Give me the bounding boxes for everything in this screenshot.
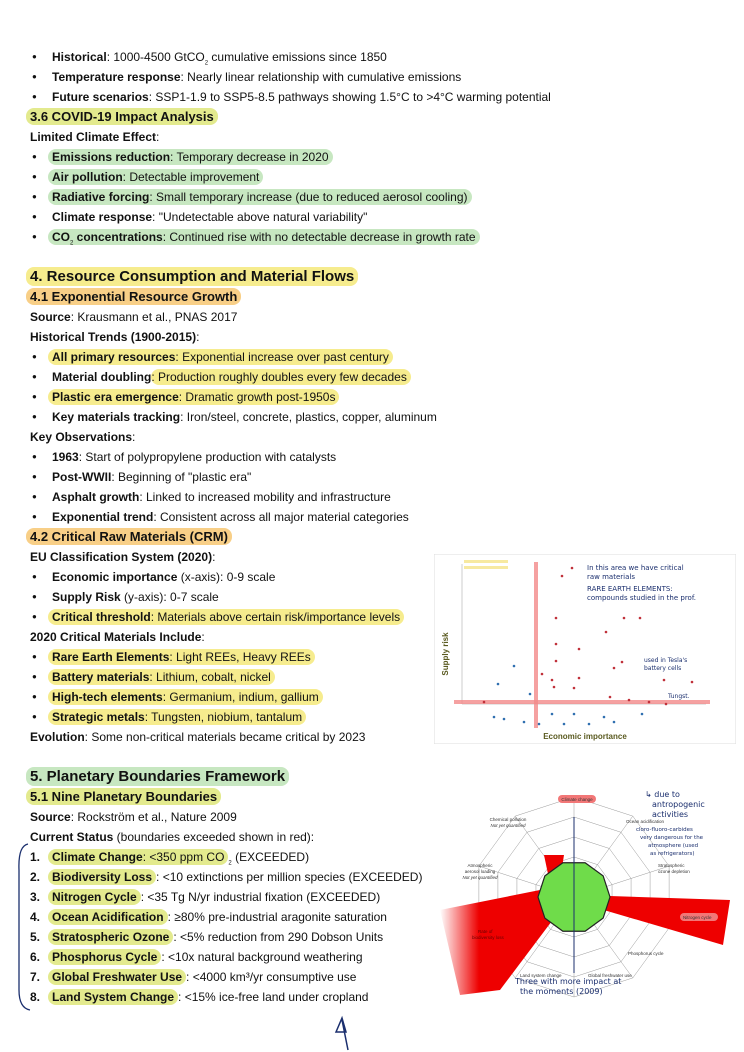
handwritten-note: as refrigerators): [650, 851, 695, 857]
section-heading-4-2: 4.2 Critical Raw Materials (CRM): [30, 527, 590, 547]
risk-threshold-line: [454, 700, 710, 704]
handwritten-note: RARE EARTH ELEMENTS:: [587, 585, 673, 593]
axis-label: Ocean acidification: [625, 819, 665, 824]
axis-label: Atmospheric: [467, 863, 493, 868]
axis-label: biodiversity loss: [472, 935, 504, 940]
material-point: [571, 567, 574, 570]
list-item: ● Asphalt growth: Linked to increased mobility and infrastructure: [30, 487, 590, 507]
material-point: [513, 665, 516, 668]
label: 2020 Critical Materials Include:: [30, 630, 205, 644]
label: Historical Trends (1900-2015):: [30, 330, 200, 344]
material-point: [605, 631, 608, 634]
axis-label: Climate change: [561, 797, 593, 802]
section-heading-4-1: 4.1 Exponential Resource Growth: [30, 287, 590, 307]
list-item: ● Post-WWII: Beginning of "plastic era": [30, 467, 590, 487]
material-point: [563, 723, 566, 726]
handwritten-note: compounds studied in the prof.: [587, 594, 697, 602]
axis-label: ozone depletion: [658, 869, 690, 874]
list-item: ● Exponential trend: Consistent across all major material categories: [30, 507, 590, 527]
material-point: [588, 723, 591, 726]
material-point: [523, 721, 526, 724]
axis-label: Phosphorus cycle: [628, 951, 664, 956]
material-point: [639, 617, 642, 620]
label: EU Classification System (2020):: [30, 550, 216, 564]
material-point: [497, 683, 500, 686]
material-point: [573, 713, 576, 716]
material-point: [553, 686, 556, 689]
material-point: [663, 679, 666, 682]
list-item: ● Critical threshold: Materials above certain risk/importance levels: [30, 607, 590, 627]
list-item: ● Radiative forcing: Small temporary increase (due to reduced aerosol cooling): [30, 187, 590, 207]
material-point: [628, 699, 631, 702]
section-heading-5: 5. Planetary Boundaries Framework: [30, 766, 590, 787]
handwritten-bracket: [10, 840, 40, 1020]
material-point: [541, 673, 544, 676]
list-item: ● Key materials tracking: Iron/steel, concrete, plastics, copper, aluminum: [30, 407, 590, 427]
handwritten-note: Tungst.: [668, 693, 690, 700]
material-point: [555, 660, 558, 663]
axis-label: Stratospheric: [658, 863, 685, 868]
list-item: ● 1963: Start of polypropylene production with catalysts: [30, 447, 590, 467]
handwritten-note: ↳ due to: [645, 790, 680, 799]
material-point: [603, 716, 606, 719]
list-item: ● High-tech elements: Germanium, indium, gallium: [30, 687, 590, 707]
section-heading-4: 4. Resource Consumption and Material Flows: [30, 266, 590, 287]
list-item: ● All primary resources: Exponential increase over past century: [30, 347, 590, 367]
material-point: [578, 677, 581, 680]
handwritten-note: cloro-fluoro-carbides: [636, 827, 693, 833]
material-point: [551, 713, 554, 716]
material-point: [641, 713, 644, 716]
handwritten-note: Three with more impact at: [515, 977, 622, 986]
axis-label: aerosol loading: [464, 869, 496, 874]
material-point: [613, 721, 616, 724]
crm-scatter-figure: [434, 554, 736, 744]
section-heading-3-6: 3.6 COVID-19 Impact Analysis: [30, 107, 590, 127]
y-axis-label: Supply risk: [441, 632, 450, 676]
label: Limited Climate Effect:: [30, 130, 160, 144]
handwritten-note: In this area we have critical: [587, 564, 684, 572]
material-point: [609, 696, 612, 699]
material-point: [613, 667, 616, 670]
list-item: ● Battery materials: Lithium, cobalt, nickel: [30, 667, 590, 687]
list-item: ● Supply Risk (y-axis): 0-7 scale: [30, 587, 590, 607]
list-item: ● Air pollution: Detectable improvement: [30, 167, 590, 187]
axis-label: Not yet quantified: [462, 875, 498, 880]
numbered-item: 5. Stratospheric Ozone : <5% reduction from 290 Dobson Units: [30, 930, 384, 944]
source-line: Source: Rockström et al., Nature 2009: [30, 810, 237, 824]
list-item: ● Economic importance (x-axis): 0-9 scale: [30, 567, 590, 587]
material-point: [621, 661, 624, 664]
material-point: [555, 643, 558, 646]
label: Key Observations:: [30, 430, 136, 444]
axis-label: Nitrogen cycle: [683, 915, 712, 920]
material-point: [578, 648, 581, 651]
list-item: ● Plastic era emergence: Dramatic growth post-1950s: [30, 387, 590, 407]
handwritten-note: atmosphere (used: [648, 843, 699, 849]
handwritten-note: the moments (2009): [520, 987, 603, 996]
planetary-boundaries-figure: [440, 785, 740, 1005]
material-point: [561, 575, 564, 578]
material-point: [648, 701, 651, 704]
list-item: ● Future scenarios: SSP1-1.9 to SSP5-8.5 pathways showing 1.5°C to >4°C warming potential: [30, 87, 590, 107]
numbered-item: 7. Global Freshwater Use : <4000 km³/yr consumptive use: [30, 970, 357, 984]
material-point: [551, 679, 554, 682]
numbered-item: 6. Phosphorus Cycle : <10x natural background weathering: [30, 950, 363, 964]
axis-label: Global freshwater use: [588, 973, 632, 978]
material-point: [691, 681, 694, 684]
evolution-line: Evolution: Some non-critical materials became critical by 2023: [30, 730, 366, 744]
list-item: ● Temperature response: Nearly linear relationship with cumulative emissions: [30, 67, 590, 87]
handwritten-note: very dangerous for the: [640, 835, 704, 841]
axis-label: Rate of: [478, 929, 493, 934]
numbered-item: 1. Climate Change: <350 ppm CO $_2$ (EXCEEDED): [30, 850, 310, 867]
material-point: [573, 687, 576, 690]
material-point: [623, 617, 626, 620]
section-heading-5-1: 5.1 Nine Planetary Boundaries: [30, 787, 590, 807]
handwritten-note: antropogenic: [652, 800, 705, 809]
handwritten-arrow-icon: [330, 1012, 360, 1052]
numbered-item: 3. Nitrogen Cycle : <35 Tg N/yr industrial fixation (EXCEEDED): [30, 890, 381, 904]
list-item: ● $CO_2$ concentrations: Continued rise with no detectable decrease in growth rate: [30, 227, 590, 247]
numbered-item: 4. Ocean Acidification : ≥80% pre-industrial aragonite saturation: [30, 910, 387, 924]
axis-label: Chemical pollution: [489, 817, 527, 822]
material-point: [529, 693, 532, 696]
numbered-item: 2. Biodiversity Loss : <10 extinctions per million species (EXCEEDED): [30, 870, 423, 884]
legend-swatch: [464, 560, 508, 563]
handwritten-note: used in Tesla's: [644, 657, 688, 664]
handwritten-note: battery cells: [644, 665, 682, 672]
handwritten-note: activities: [652, 810, 689, 819]
list-item: ● Emissions reduction: Temporary decrease in 2020: [30, 147, 590, 167]
axis-label: Land system change: [520, 973, 562, 978]
axis-label: Not yet quantified: [490, 823, 526, 828]
list-item: ● Strategic metals: Tungsten, niobium, tantalum: [30, 707, 590, 727]
material-point: [493, 716, 496, 719]
numbered-item: 8. Land System Change : <15% ice-free land under cropland: [30, 990, 369, 1004]
material-point: [555, 617, 558, 620]
list-item: ● Climate response: "Undetectable above natural variability": [30, 207, 590, 227]
handwritten-note: raw materials: [587, 573, 635, 581]
material-point: [665, 703, 668, 706]
list-item: ● Material doubling: Production roughly doubles every few decades: [30, 367, 590, 387]
material-point: [538, 723, 541, 726]
x-axis-label: Economic importance: [543, 732, 627, 741]
legend-swatch: [464, 566, 508, 569]
status-line: Current Status (boundaries exceeded shown in red):: [30, 830, 315, 844]
list-item: ● Historical: 1000-4500 GtCO$_2$ cumulative emissions since 1850: [30, 47, 590, 67]
material-point: [503, 718, 506, 721]
list-item: ● Rare Earth Elements: Light REEs, Heavy REEs: [30, 647, 590, 667]
material-point: [483, 701, 486, 704]
source-line: Source: Krausmann et al., PNAS 2017: [30, 310, 238, 324]
